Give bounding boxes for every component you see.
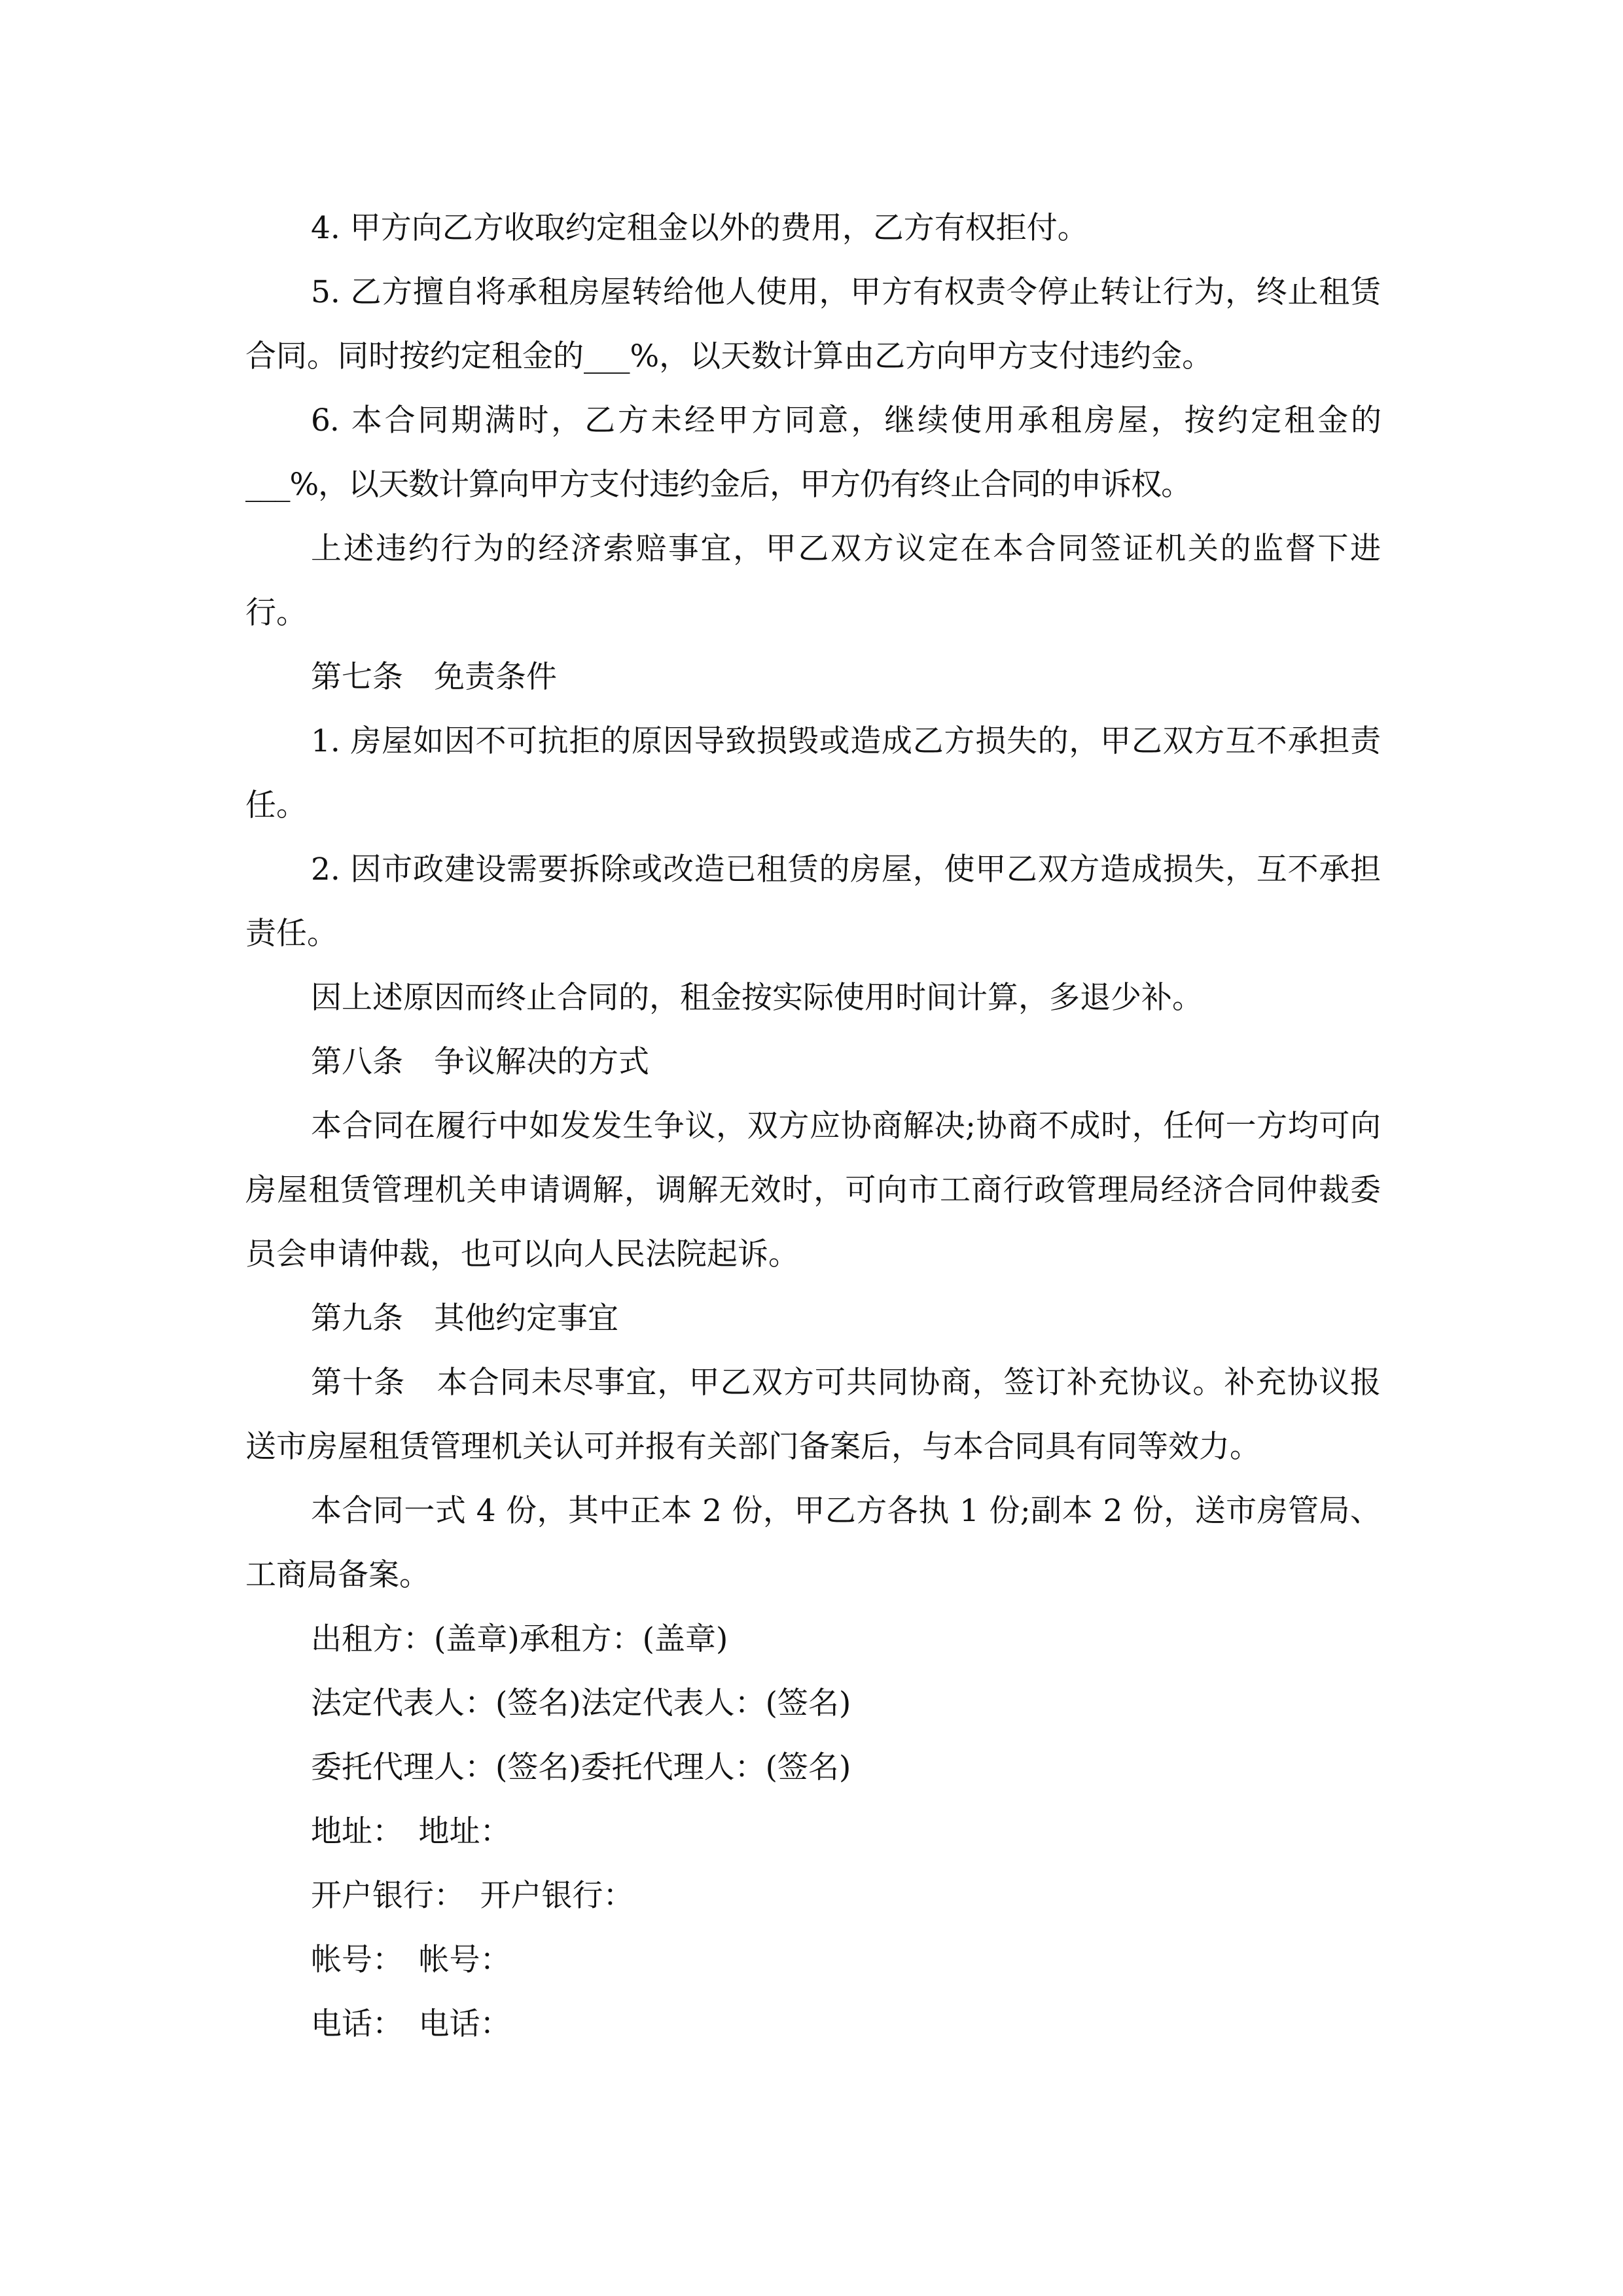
copies-paragraph: 本合同一式 4 份，其中正本 2 份，甲乙方各执 1 份;副本 2 份，送市房管局、工商局备案。 <box>245 1493 1381 1593</box>
exemption-item-2: 2. 因市政建设需要拆除或改造已租赁的房屋，使甲乙双方造成损失，互不承担责任。 <box>245 852 1381 952</box>
bank-line: 开户银行： 开户银行： <box>311 1878 634 1914</box>
dispute-resolution-paragraph: 本合同在履行中如发发生争议，双方应协商解决;协商不成时，任何一方均可向房屋租赁管理机关申请调解，调解无效时，可向市工商行政管理局经济合同仲裁委员会申请仲裁，也可以向人民法院起诉。 <box>245 1108 1381 1272</box>
clause-4-paragraph: 4. 甲方向乙方收取约定租金以外的费用，乙方有权拒付。 <box>311 210 1088 246</box>
termination-rent-paragraph: 因上述原因而终止合同的，租金按实际使用时间计算，多退少补。 <box>311 980 1203 1016</box>
exemption-item-1: 1. 房屋如因不可抗拒的原因导致损毁或造成乙方损失的，甲乙双方互不承担责任。 <box>245 723 1381 823</box>
article-7-heading: 第七条 免责条件 <box>311 659 557 695</box>
article-9-heading: 第九条 其他约定事宜 <box>311 1300 618 1336</box>
signature-agent: 委托代理人：(签名)委托代理人：(签名) <box>311 1749 851 1785</box>
phone-line: 电话： 电话： <box>311 2006 511 2042</box>
clause-5-paragraph: 5. 乙方擅自将承租房屋转给他人使用，甲方有权责令停止转让行为，终止租赁合同。同时按约定租金的___%，以天数计算由乙方向甲方支付违约金。 <box>245 274 1381 374</box>
address-line: 地址： 地址： <box>311 1814 511 1850</box>
clause-6-paragraph: 6. 本合同期满时，乙方未经甲方同意，继续使用承租房屋，按约定租金的___%，以天数计算向甲方支付违约金后，甲方仍有终止合同的申诉权。 <box>245 403 1381 503</box>
account-line: 帐号： 帐号： <box>311 1942 511 1978</box>
signature-legal-representative: 法定代表人：(签名)法定代表人：(签名) <box>311 1685 851 1721</box>
article-8-heading: 第八条 争议解决的方式 <box>311 1044 649 1080</box>
contract-text-block <box>245 196 1381 2056</box>
signature-lessor-lessee: 出租方：(盖章)承租方：(盖章) <box>311 1621 728 1657</box>
breach-claims-paragraph: 上述违约行为的经济索赔事宜，甲乙双方议定在本合同签证机关的监督下进行。 <box>245 531 1381 631</box>
article-10-paragraph: 第十条 本合同未尽事宜，甲乙双方可共同协商，签订补充协议。补充协议报送市房屋租赁管理机关认可并报有关部门备案后，与本合同具有同等效力。 <box>245 1365 1381 1465</box>
